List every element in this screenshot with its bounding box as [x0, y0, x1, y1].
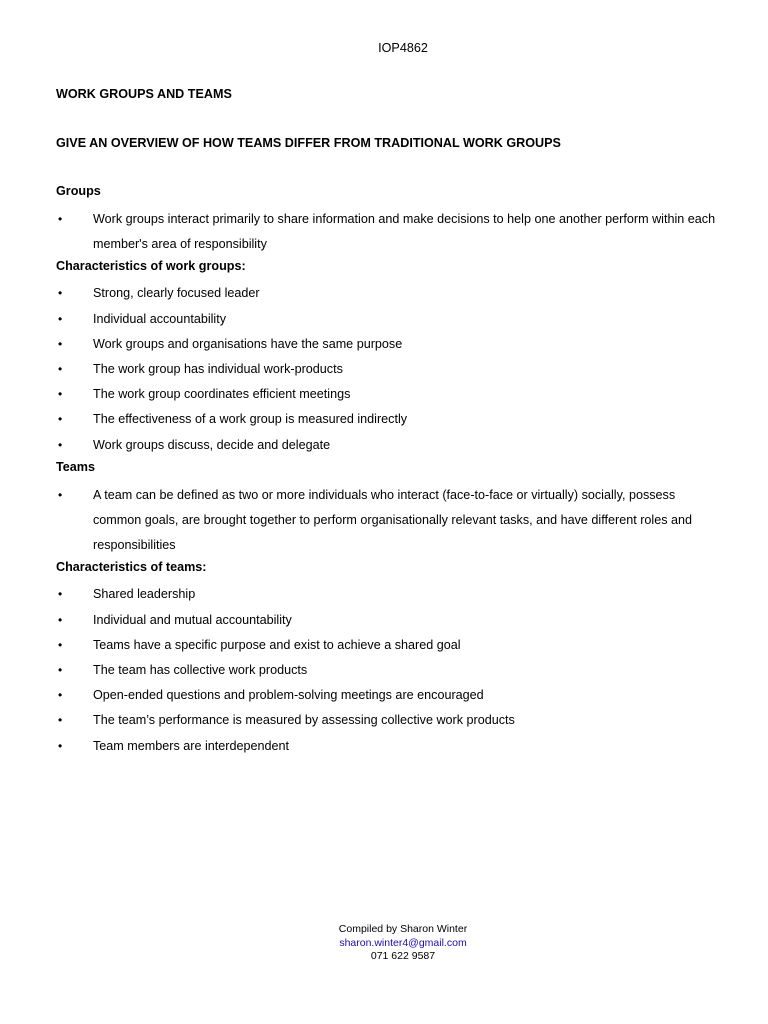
teams-characteristics-heading: Characteristics of teams:	[56, 560, 207, 575]
list-item: • Individual accountability	[56, 307, 716, 332]
compiled-by: Compiled by Sharon Winter	[338, 923, 468, 935]
list-item: • Teams have a specific purpose and exist to achieve a shared goal	[56, 633, 716, 658]
teams-characteristics-list	[56, 582, 716, 758]
list-item: • Work groups and organisations have the same purpose	[56, 332, 716, 357]
teams-heading: Teams	[56, 459, 95, 474]
bullet-icon: •	[58, 688, 63, 703]
question-heading: GIVE AN OVERVIEW OF HOW TEAMS DIFFER FROM TRADITIONAL WORK GROUPS	[56, 136, 561, 150]
bullet-icon: •	[58, 387, 63, 402]
bullet-icon: •	[58, 487, 63, 502]
bullet-icon: •	[58, 587, 63, 602]
list-item: • Work groups discuss, decide and delegate	[56, 433, 716, 458]
list-item: • The team has collective work products	[56, 658, 716, 683]
course-code: IOP4862	[378, 41, 428, 55]
list-item: • The work group coordinates efficient meetings	[56, 382, 716, 407]
bullet-icon: •	[58, 637, 63, 652]
list-item: • The work group has individual work-products	[56, 357, 716, 382]
list-item: • Work groups interact primarily to share information and make decisions to help one another perform within each member's area of responsibility	[56, 207, 716, 257]
list-item: • A team can be defined as two or more individuals who interact (face-to-face or virtually) socially, possess common goals, are brought together to perform organisationally relevant tasks, and have different roles and responsibilities	[56, 483, 716, 559]
bullet-icon: •	[58, 212, 63, 226]
bullet-icon: •	[58, 713, 63, 728]
list-item: • Strong, clearly focused leader	[56, 281, 716, 306]
list-item: • Open-ended questions and problem-solving meetings are encouraged	[56, 683, 716, 708]
bullet-icon: •	[58, 612, 63, 627]
groups-heading: Groups	[56, 184, 101, 198]
bullet-icon: •	[58, 362, 63, 377]
bullet-icon: •	[58, 738, 63, 753]
page-footer	[0, 923, 768, 964]
list-item: • Shared leadership	[56, 582, 716, 607]
document-title: WORK GROUPS AND TEAMS	[56, 87, 232, 101]
bullet-icon: •	[58, 286, 63, 301]
document-body	[56, 85, 716, 759]
email-link[interactable]: sharon.winter4@gmail.com	[339, 936, 467, 949]
bullet-icon: •	[58, 412, 63, 427]
work-groups-characteristics-list	[56, 281, 716, 457]
bullet-icon: •	[58, 336, 63, 351]
list-item: • Individual and mutual accountability	[56, 608, 716, 633]
teams-list	[56, 483, 716, 559]
groups-list	[56, 207, 716, 257]
bullet-icon: •	[58, 437, 63, 452]
list-item: • The team’s performance is measured by assessing collective work products	[56, 708, 716, 733]
list-item: • The effectiveness of a work group is measured indirectly	[56, 407, 716, 432]
bullet-icon: •	[58, 663, 63, 678]
work-groups-characteristics-heading: Characteristics of work groups:	[56, 259, 246, 274]
phone-number: 071 622 9587	[370, 950, 436, 962]
bullet-icon: •	[58, 311, 63, 326]
list-item: • Team members are interdependent	[56, 734, 716, 759]
